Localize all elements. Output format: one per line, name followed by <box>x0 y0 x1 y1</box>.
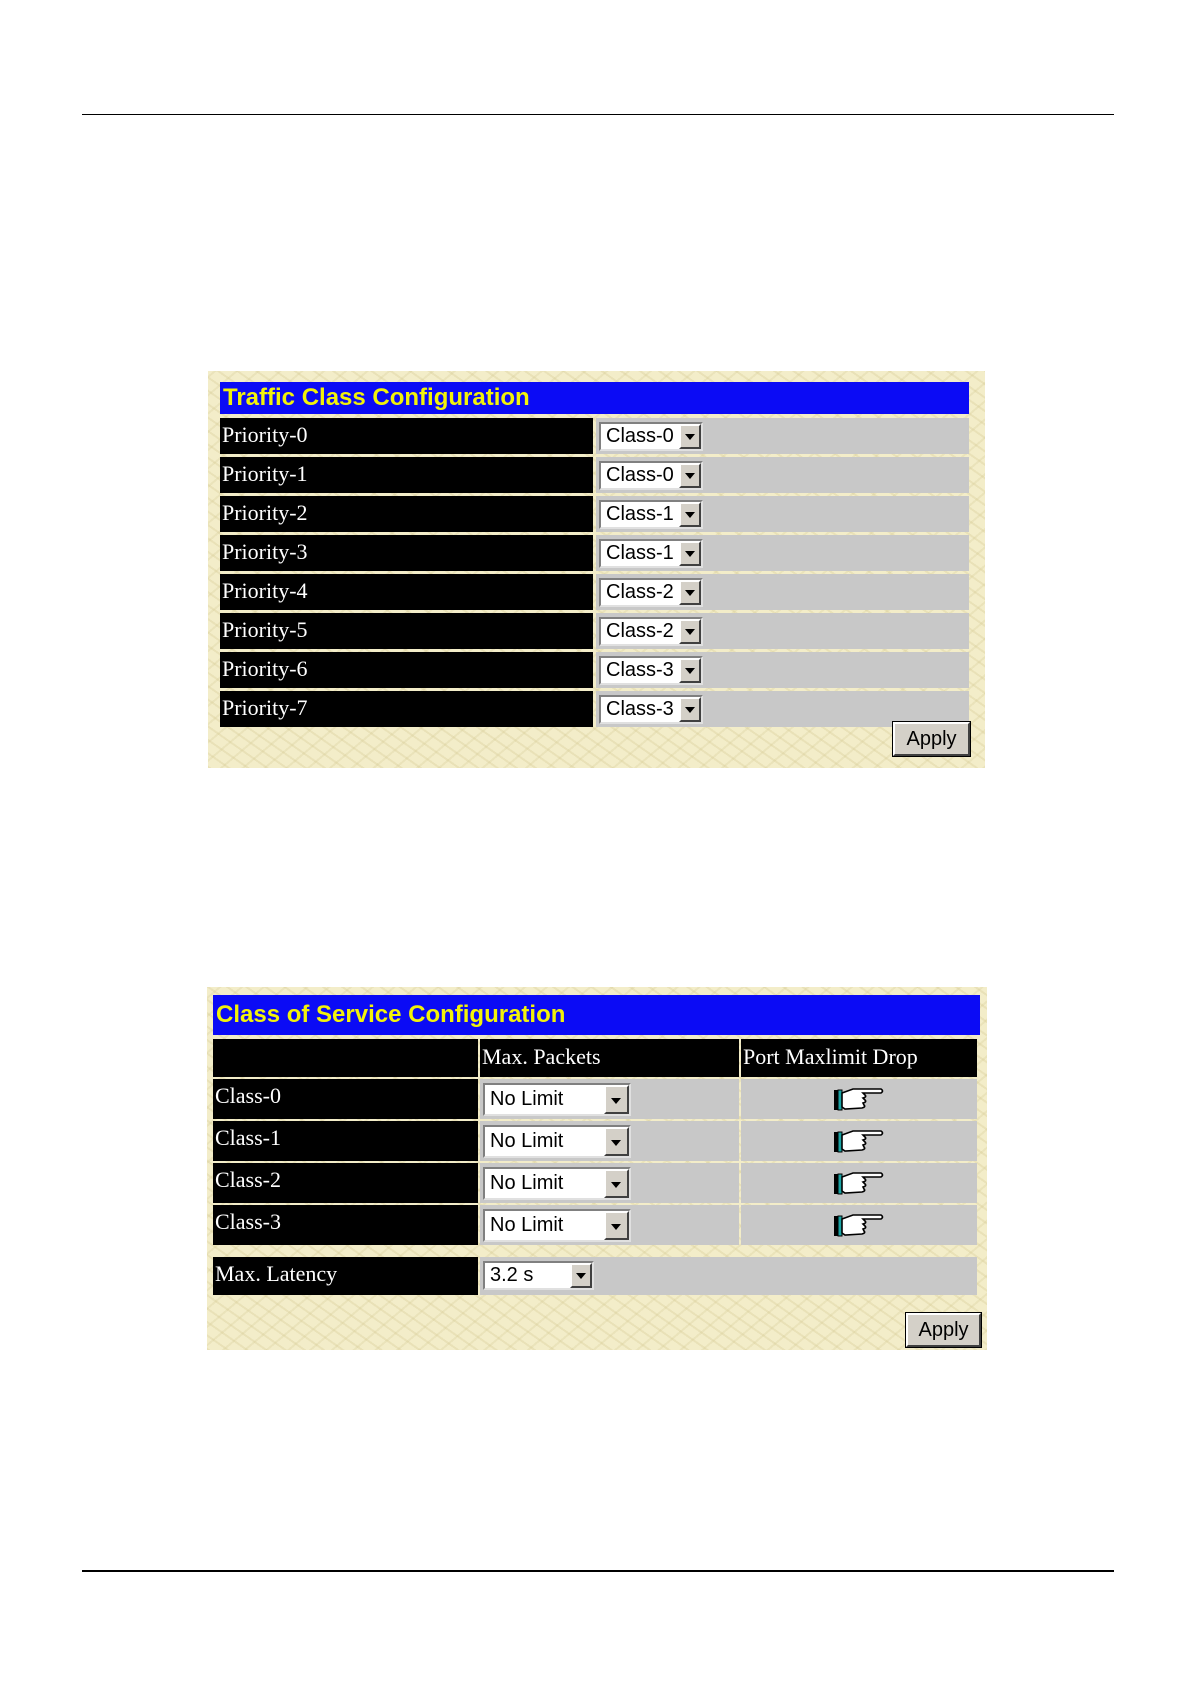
priority-4-class-select[interactable] <box>599 578 703 607</box>
class-3-max-packets-select[interactable] <box>483 1209 631 1242</box>
priority-row-6 <box>220 652 969 688</box>
priority-5-class-select[interactable] <box>599 617 703 646</box>
priority-value-cell <box>596 535 969 571</box>
priority-label: Priority-4 <box>220 574 593 610</box>
port-maxlimit-drop-cell <box>741 1079 977 1119</box>
priority-row-4 <box>220 574 969 610</box>
priority-value-cell <box>596 652 969 688</box>
dropdown-arrow-icon[interactable] <box>679 619 701 644</box>
priority-row-3 <box>220 535 969 571</box>
class-2-max-packets-select[interactable] <box>483 1167 631 1200</box>
footer-rule <box>82 1570 1114 1572</box>
priority-label: Priority-5 <box>220 613 593 649</box>
priority-1-class-select[interactable] <box>599 461 703 490</box>
select-value: Class-1 <box>606 542 674 564</box>
priority-2-class-select[interactable] <box>599 500 703 529</box>
dropdown-arrow-icon[interactable] <box>604 1127 629 1156</box>
max-packets-cell <box>480 1163 739 1203</box>
select-value: Class-3 <box>606 698 674 720</box>
max-packets-cell <box>480 1079 739 1119</box>
select-value: Class-3 <box>606 659 674 681</box>
max-latency-select[interactable] <box>483 1261 594 1290</box>
traffic-class-title: Traffic Class Configuration <box>220 382 969 414</box>
dropdown-arrow-icon[interactable] <box>570 1263 592 1288</box>
class-label: Class-3 <box>213 1205 478 1245</box>
select-value: Class-2 <box>606 581 674 603</box>
header-max-packets: Max. Packets <box>480 1039 739 1077</box>
priority-label: Priority-2 <box>220 496 593 532</box>
cos-header-row <box>213 1039 977 1077</box>
select-value: Class-2 <box>606 620 674 642</box>
priority-row-1 <box>220 457 969 493</box>
priority-row-5 <box>220 613 969 649</box>
priority-row-0 <box>220 418 969 454</box>
pointing-hand-icon[interactable] <box>833 1169 885 1197</box>
class-label: Class-1 <box>213 1121 478 1161</box>
class-of-service-title: Class of Service Configuration <box>213 995 980 1035</box>
priority-value-cell <box>596 613 969 649</box>
traffic-class-apply-button[interactable]: Apply <box>893 722 970 756</box>
priority-row-2 <box>220 496 969 532</box>
dropdown-arrow-icon[interactable] <box>604 1085 629 1114</box>
header-rule <box>82 114 1114 115</box>
max-packets-cell <box>480 1121 739 1161</box>
class-1-max-packets-select[interactable] <box>483 1125 631 1158</box>
priority-row-7 <box>220 691 969 727</box>
max-packets-cell <box>480 1205 739 1245</box>
select-value: Class-1 <box>606 503 674 525</box>
class-of-service-apply-button[interactable]: Apply <box>906 1313 981 1347</box>
pointing-hand-icon[interactable] <box>833 1211 885 1239</box>
priority-label: Priority-0 <box>220 418 593 454</box>
priority-label: Priority-6 <box>220 652 593 688</box>
priority-value-cell <box>596 496 969 532</box>
max-latency-row <box>213 1257 977 1295</box>
priority-value-cell <box>596 418 969 454</box>
port-maxlimit-drop-cell <box>741 1121 977 1161</box>
dropdown-arrow-icon[interactable] <box>679 658 701 683</box>
cos-row-class-1 <box>213 1121 977 1161</box>
select-value: No Limit <box>490 1214 564 1236</box>
class-label: Class-0 <box>213 1079 478 1119</box>
priority-label: Priority-1 <box>220 457 593 493</box>
traffic-class-panel <box>208 371 985 768</box>
select-value: 3.2 s <box>490 1264 534 1286</box>
cos-row-class-3 <box>213 1205 977 1245</box>
priority-7-class-select[interactable] <box>599 695 703 724</box>
header-port-maxlimit-drop: Port Maxlimit Drop <box>741 1039 977 1077</box>
cos-row-class-2 <box>213 1163 977 1203</box>
select-value: Class-0 <box>606 464 674 486</box>
priority-3-class-select[interactable] <box>599 539 703 568</box>
priority-value-cell <box>596 457 969 493</box>
header-blank <box>213 1039 478 1077</box>
port-maxlimit-drop-cell <box>741 1163 977 1203</box>
pointing-hand-icon[interactable] <box>833 1085 885 1113</box>
dropdown-arrow-icon[interactable] <box>604 1211 629 1240</box>
select-value: No Limit <box>490 1088 564 1110</box>
class-label: Class-2 <box>213 1163 478 1203</box>
select-value: No Limit <box>490 1172 564 1194</box>
priority-6-class-select[interactable] <box>599 656 703 685</box>
priority-label: Priority-3 <box>220 535 593 571</box>
priority-value-cell <box>596 574 969 610</box>
pointing-hand-icon[interactable] <box>833 1127 885 1155</box>
dropdown-arrow-icon[interactable] <box>679 541 701 566</box>
dropdown-arrow-icon[interactable] <box>679 463 701 488</box>
max-latency-label: Max. Latency <box>213 1257 478 1295</box>
priority-label: Priority-7 <box>220 691 593 727</box>
dropdown-arrow-icon[interactable] <box>679 697 701 722</box>
dropdown-arrow-icon[interactable] <box>604 1169 629 1198</box>
cos-row-class-0 <box>213 1079 977 1119</box>
dropdown-arrow-icon[interactable] <box>679 502 701 527</box>
class-0-max-packets-select[interactable] <box>483 1083 631 1116</box>
dropdown-arrow-icon[interactable] <box>679 424 701 449</box>
priority-0-class-select[interactable] <box>599 422 703 451</box>
dropdown-arrow-icon[interactable] <box>679 580 701 605</box>
port-maxlimit-drop-cell <box>741 1205 977 1245</box>
max-latency-cell <box>480 1257 977 1295</box>
class-of-service-panel <box>207 987 987 1350</box>
select-value: No Limit <box>490 1130 564 1152</box>
select-value: Class-0 <box>606 425 674 447</box>
